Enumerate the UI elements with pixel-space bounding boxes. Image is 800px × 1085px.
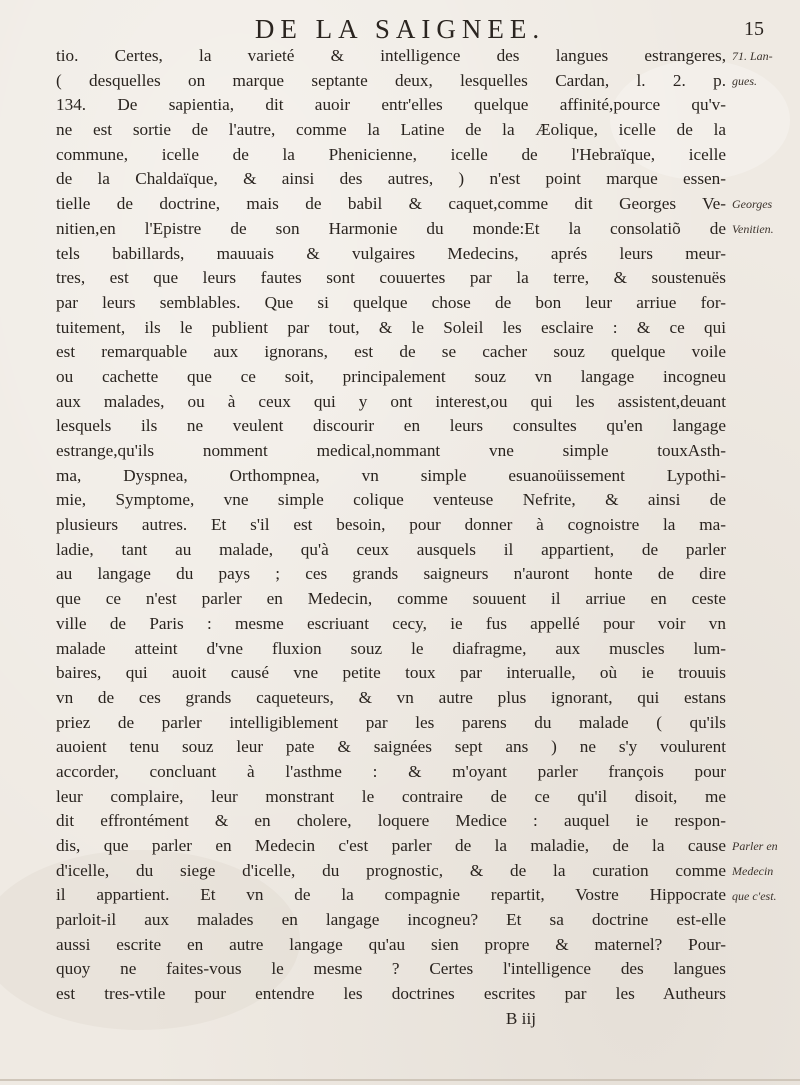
running-head: DE LA SAIGNEE. [254, 14, 546, 44]
text-line: plusieurs autres. Et s'il est besoin, pour donner à cognoistre la ma- [56, 515, 726, 535]
text-line: tuitement, ils le publient par tout, & le Soleil les esclaire : & ce qui [56, 317, 726, 337]
text-line: leur complaire, leur monstrant le contraire de ce qu'il disoit, me [56, 786, 726, 806]
margin-note: 71. Lan- [732, 49, 773, 63]
text-line: aux malades, ou à ceux qui y ont interest,ou qui les assistent,deuant [56, 391, 726, 411]
text-line: baires, qui auoit causé vne petite toux par interualle, où ie trouuis [56, 663, 726, 683]
text-line: commune, icelle de la Phenicienne, icelle de l'Hebraïque, icelle [56, 144, 726, 164]
text-line: vn de ces grands caqueteurs, & vn autre plus ignorant, qui estans [56, 687, 726, 707]
text-line: auoient tenu souz leur pate & saignées sept ans ) ne s'y voulurent [56, 737, 726, 757]
text-line: tielle de doctrine, mais de babil & caquet,comme dit Georges Ve- [56, 194, 726, 214]
text-line: ville de Paris : mesme escriuant cecy, ie fus appellé pour voir vn [56, 613, 726, 633]
text-line: mie, Symptome, vne simple colique venteuse Nefrite, & ainsi de [56, 490, 726, 510]
margin-note: Medecin [732, 864, 774, 879]
text-line: de la Chaldaïque, & ainsi des autres, ) n'est point marque essen- [56, 169, 726, 189]
margin-note: gues. [732, 73, 757, 88]
signature-mark: B iij [505, 1008, 536, 1028]
text-line: quoy ne faites-vous le mesme ? Certes l'intelligence des langues [56, 959, 726, 979]
text-line: tio. Certes, la varieté & intelligence des langues estrangeres, [56, 46, 726, 65]
text-line: ou cachette que ce soit, principalement souz vn langage incogneu [56, 366, 726, 386]
page-header [0, 10, 800, 44]
text-line: il appartient. Et vn de la compagnie repartit, Vostre Hippocrate [56, 885, 726, 905]
text-line: parloit-il aux malades en langage incogneu? Et sa doctrine est-elle [56, 910, 726, 930]
text-line: lesquels ils ne veulent discourir en leurs consultes qu'en langage [56, 416, 726, 436]
text-line: que ce n'est parler en Medecin, comme souuent il arriue en ceste [56, 589, 726, 609]
body-text [56, 44, 726, 1032]
text-line: nitien,en l'Epistre de son Harmonie du monde:Et la consolatiõ de [56, 218, 726, 238]
text-line: d'icelle, du siege d'icelle, du prognostic, & de la curation comme [56, 860, 726, 880]
text-line: aussi escrite en autre langage qu'au sien propre & maternel? Pour- [56, 934, 726, 954]
text-line: tels babillards, mauuais & vulgaires Medecins, aprés leurs meur- [56, 243, 726, 263]
margin-note: Parler en [732, 839, 778, 854]
text-line: priez de parler intelligiblement par les parens du malade ( qu'ils [56, 712, 726, 732]
text-line: ma, Dyspnea, Orthompnea, vn simple esuanoüissement Lypothi- [56, 465, 726, 485]
text-line: est tres-vtile pour entendre les doctrines escrites par les Autheurs [56, 984, 726, 1004]
text-line: est remarquable aux ignorans, est de se cacher souz quelque voile [56, 342, 726, 362]
text-line: accorder, concluant à l'asthme : & m'oyant parler françois pour [56, 761, 726, 781]
margin-note: Venitien. [732, 221, 774, 236]
text-line: estrange,qu'ils nomment medical,nommant vne simple touxAsth- [56, 441, 726, 460]
text-line: malade atteint d'vne fluxion souz le diafragme, aux muscles lum- [56, 638, 726, 658]
text-line: dis, que parler en Medecin c'est parler de la maladie, de la cause [56, 836, 726, 855]
text-line: dit effrontément & en cholere, loquere Medice : auquel ie respon- [56, 811, 726, 831]
page-number: 15 [744, 18, 764, 40]
text-line: ladie, tant au malade, qu'à ceux ausquels il appartient, de parler [56, 539, 726, 559]
text-line: 134. De sapientia, dit auoir entr'elles quelque affinité,pource qu'v- [56, 95, 726, 115]
margin-note: Georges [732, 197, 773, 212]
text-line: ( desquelles on marque septante deux, lesquelles Cardan, l. 2. p. [56, 70, 726, 90]
text-line: tres, est que leurs fautes sont couuertes par la terre, & soustenuës [56, 268, 726, 288]
text-line: ne est sortie de l'autre, comme la Latine de la Æolique, icelle de la [56, 120, 726, 140]
margin-note: que c'est. [732, 888, 777, 903]
text-line: au langage du pays ; ces grands saigneurs n'auront honte de dire [56, 564, 726, 584]
text-line: par leurs semblables. Que si quelque chose de bon leur arriue for- [56, 292, 726, 312]
